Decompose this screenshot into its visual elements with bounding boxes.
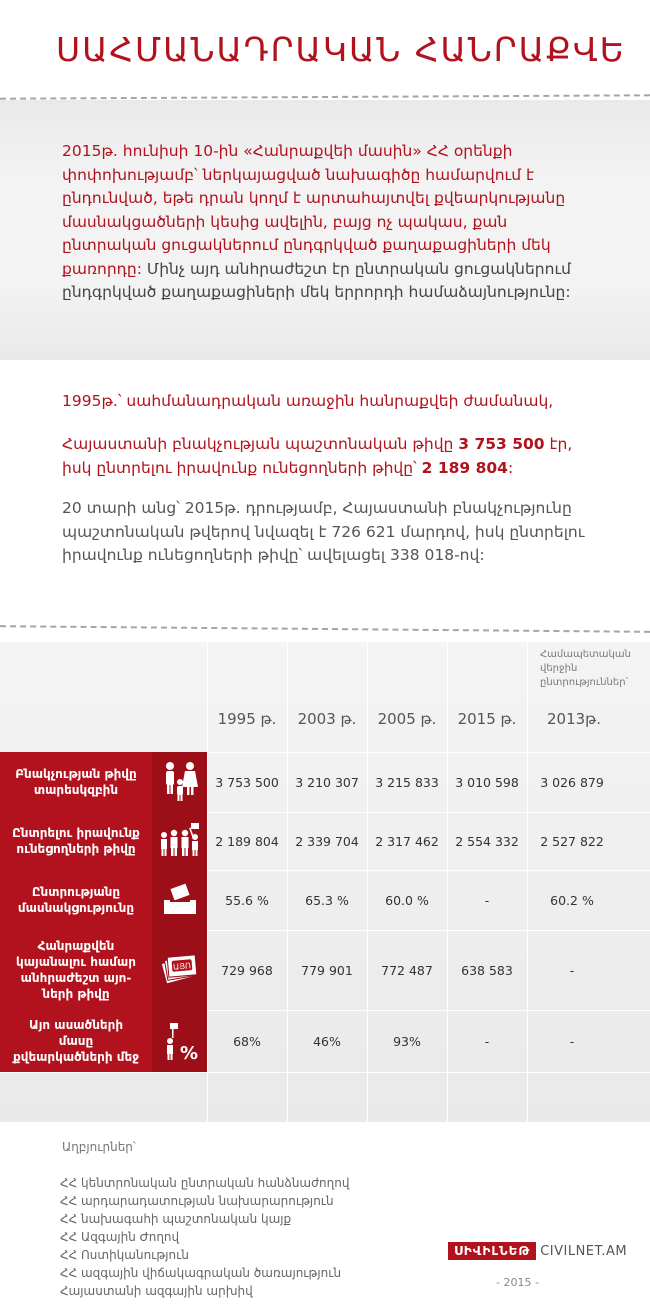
source-item: Հայաստանի ազգային արխիվ bbox=[60, 1284, 253, 1298]
intro-red-text: 2015թ. հունիսի 10-ին «Հանրաքվեի մասին» ՀՀ օրենքի փոփոխությամբ՝ ներկայացված նախագիծը համարվում է ընդունված, եթե դրան կողմ է արտահայտվել քվեարկությանը մասնակցածների կեսից ավելին, բայց ոչ պակաս, քան ընտրական ցուցակներում ընդգրկված քաղաքացիների մեկ քառորդը: bbox=[62, 142, 566, 278]
source-item: ՀՀ Ոստիկանություն bbox=[60, 1248, 189, 1262]
row-label-yes-share: Այո ասածների մասը քվեարկածների մեջ bbox=[0, 1010, 152, 1072]
facts-line-2b: էր, իսկ ընտրելու իրավունք ունեցողների թիվը՝ bbox=[62, 435, 573, 477]
voters-1995: 2 189 804 bbox=[421, 458, 508, 477]
logo-latin: CIVILNET.AM bbox=[540, 1243, 628, 1259]
table-cell: 2 527 822 bbox=[540, 833, 604, 849]
table-cell: - bbox=[484, 1033, 490, 1049]
table-cell: 772 487 bbox=[381, 962, 433, 978]
facts-line-2a: Հայաստանի բնակչության պաշտոնական թիվը bbox=[62, 435, 454, 453]
ballot-box-icon bbox=[152, 870, 207, 930]
intro-paragraph bbox=[62, 140, 592, 305]
yes-percent-icon bbox=[152, 1010, 207, 1072]
table-cell: 3 026 879 bbox=[540, 774, 604, 790]
source-item: ՀՀ ազգային վիճակագրական ծառայություն bbox=[60, 1266, 342, 1280]
table-cell: 55.6 % bbox=[225, 892, 269, 908]
table-cell: 2 317 462 bbox=[375, 833, 439, 849]
year-header: 2013թ. bbox=[546, 710, 602, 728]
row-label-turnout: Ընտրությանը մասնակցությունը bbox=[0, 870, 152, 930]
table-cell: - bbox=[569, 962, 575, 978]
table-cell: - bbox=[484, 892, 490, 908]
table-cell: 779 901 bbox=[301, 962, 353, 978]
source-item: ՀՀ Ազգային Ժողով bbox=[60, 1230, 180, 1244]
crowd-voters-icon bbox=[152, 812, 207, 870]
family-icon bbox=[152, 752, 207, 812]
year-header: 2005 թ. bbox=[377, 710, 437, 728]
table-row-divider bbox=[0, 1072, 650, 1073]
intro-grey-text: Մինչ այդ անհրաժեշտ էր ընտրական ցուցակներում ընդգրկված քաղաքացիների մեկ երրորդի համաձայնությունը: bbox=[62, 259, 572, 301]
year-header: 2003 թ. bbox=[297, 710, 357, 728]
source-item: ՀՀ կենտրոնական ընտրական հանձնաժողով bbox=[60, 1176, 350, 1190]
logo-armenian: ՍԻՎԻԼՆԵԹ bbox=[448, 1242, 536, 1260]
footer-year: - 2015 - bbox=[496, 1276, 539, 1289]
table-cell: 3 753 500 bbox=[215, 774, 279, 790]
facts-line-3: 20 տարի անց՝ 2015թ. դրությամբ, Հայաստանի բնակչությունը պաշտոնական թվերով նվազել է 726 621 մարդով, իսկ ընտրելու իրավունք ունեցողների թիվը՝ ավելացել 338 018-ով: bbox=[62, 499, 585, 564]
facts-line-2-end: : bbox=[507, 458, 514, 477]
table-cell: 2 554 332 bbox=[455, 833, 519, 849]
table-cell: 3 210 307 bbox=[295, 774, 359, 790]
table-cell: 65.3 % bbox=[305, 892, 349, 908]
table-cell: 2 189 804 bbox=[215, 833, 279, 849]
table-cell: 3 010 598 bbox=[455, 774, 519, 790]
source-item: ՀՀ նախագահի պաշտոնական կայք bbox=[60, 1212, 292, 1226]
row-label-population: Բնակչության թիվը տարեսկզբին bbox=[0, 752, 152, 812]
table-cell: 2 339 704 bbox=[295, 833, 359, 849]
table-cell: 3 215 833 bbox=[375, 774, 439, 790]
civilnet-logo bbox=[448, 1240, 627, 1262]
facts-line-2 bbox=[62, 433, 592, 480]
year-header: 1995 թ. bbox=[217, 710, 277, 728]
ballot-yes-label: ԱՅՈ bbox=[172, 961, 191, 972]
percent-sign: % bbox=[179, 1043, 198, 1063]
row-label-required-yes: Հանրաքվեն կայանալու համար անհրաժեշտ այո-ների թիվը bbox=[0, 930, 152, 1010]
table-cell: 46% bbox=[313, 1033, 341, 1049]
page-title: ՍԱՀՄԱՆԱԴՐԱԿԱՆ ՀԱՆՐԱՔՎԵ bbox=[56, 30, 626, 69]
table-cell: 93% bbox=[393, 1033, 421, 1049]
header bbox=[0, 0, 650, 96]
yes-ballots-icon bbox=[152, 930, 207, 1010]
table-cell: 638 583 bbox=[461, 962, 513, 978]
table-cell: 68% bbox=[233, 1033, 261, 1049]
facts-line-1: 1995թ.՝ սահմանադրական առաջին հանրաքվեի ժամանակ, bbox=[62, 392, 554, 410]
table-cell: - bbox=[569, 1033, 575, 1049]
table-cell: 60.2 % bbox=[550, 892, 594, 908]
year-header: 2015 թ. bbox=[457, 710, 517, 728]
table-cell: 60.0 % bbox=[385, 892, 429, 908]
last-elections-note: Համապետական վերջին ընտրություններ՝ bbox=[540, 649, 631, 688]
source-item: ՀՀ արդարադատության նախարարություն bbox=[60, 1194, 334, 1208]
row-label-eligible-voters: Ընտրելու իրավունք ունեցողների թիվը bbox=[0, 812, 152, 870]
table-cell: 729 968 bbox=[221, 962, 273, 978]
sources-title: Աղբյուրներ՝ bbox=[62, 1140, 136, 1154]
population-1995: 3 753 500 bbox=[458, 435, 545, 453]
